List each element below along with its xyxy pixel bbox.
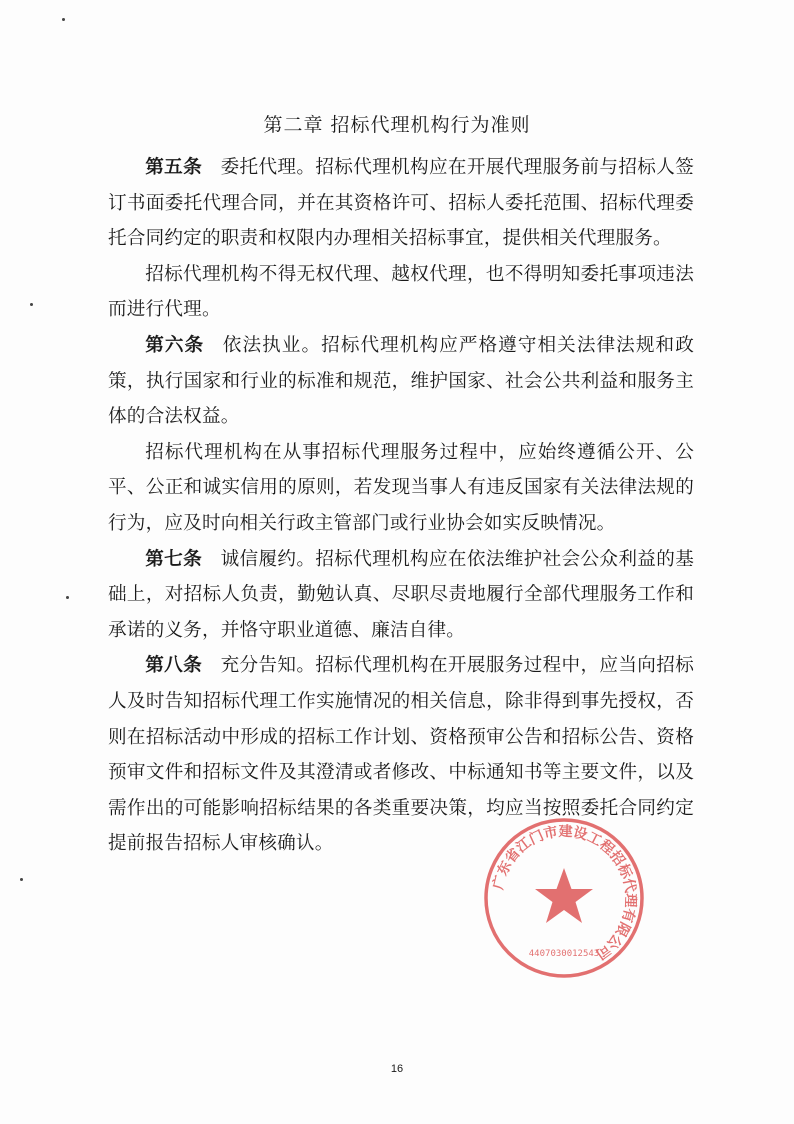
article-text: 委托代理。招标代理机构应在开展代理服务前与招标人签订书面委托代理合同，并在其资格许可、招标人委托范围、招标代理委托合同约定的职责和权限内办理相关招标事宜，提供相关代理服务。 <box>108 157 694 250</box>
article-number: 第七条 <box>145 548 203 570</box>
article-paragraph <box>108 542 694 649</box>
article-text: 招标代理机构在从事招标代理服务过程中，应始终遵循公开、公平、公正和诚实信用的原则，若发现当事人有违反国家有关法律法规的行为，应及时向相关行政主管部门或行业协会如实反映情况。 <box>108 441 694 534</box>
article-paragraph <box>108 328 694 435</box>
article-text: 依法执业。招标代理机构应严格遵守相关法律法规和政策，执行国家和行业的标准和规范，维护国家、社会公共利益和服务主体的合法权益。 <box>108 334 694 428</box>
chapter-title: 第二章 招标代理机构行为准则 <box>263 114 531 136</box>
scan-speck <box>20 878 23 881</box>
scan-speck <box>30 303 33 306</box>
article-text: 诚信履约。招标代理机构应在依法维护社会公众利益的基础上，对招标人负责，勤勉认真、尽职尽责地履行全部代理服务工作和承诺的义务，并恪守职业道德、廉洁自律。 <box>108 548 694 641</box>
article-paragraph <box>108 648 694 862</box>
article-text: 充分告知。招标代理机构在开展服务过程中，应当向招标人及时告知招标代理工作实施情况的相关信息，除非得到事先授权，否则在招标活动中形成的招标工作计划、资格预审公告和招标公告、资格预审文件和招标文件及其澄清或者修改、中标通知书等主要文件，以及需作出的可能影响招标结果的各类重要决策，均应当按照委托合同约定提前报告招标人审核确认。 <box>108 655 694 855</box>
article-paragraph <box>108 435 694 542</box>
scan-speck <box>66 596 69 599</box>
seal-ring-text: 广东省江门市建设工程招标代理有限公司 <box>490 823 639 962</box>
article-paragraph <box>108 257 694 328</box>
article-number: 第六条 <box>145 334 205 356</box>
scan-speck <box>62 18 65 21</box>
article-text: 招标代理机构不得无权代理、越权代理，也不得明知委托事项违法而进行代理。 <box>108 263 694 321</box>
seal-code: 4407030012543 <box>528 949 600 959</box>
article-number: 第八条 <box>145 655 203 677</box>
document-body <box>108 150 694 862</box>
seal-star-icon <box>535 868 593 923</box>
page-number: 16 <box>390 1063 404 1075</box>
article-number: 第五条 <box>145 157 203 178</box>
article-paragraph <box>108 150 694 257</box>
